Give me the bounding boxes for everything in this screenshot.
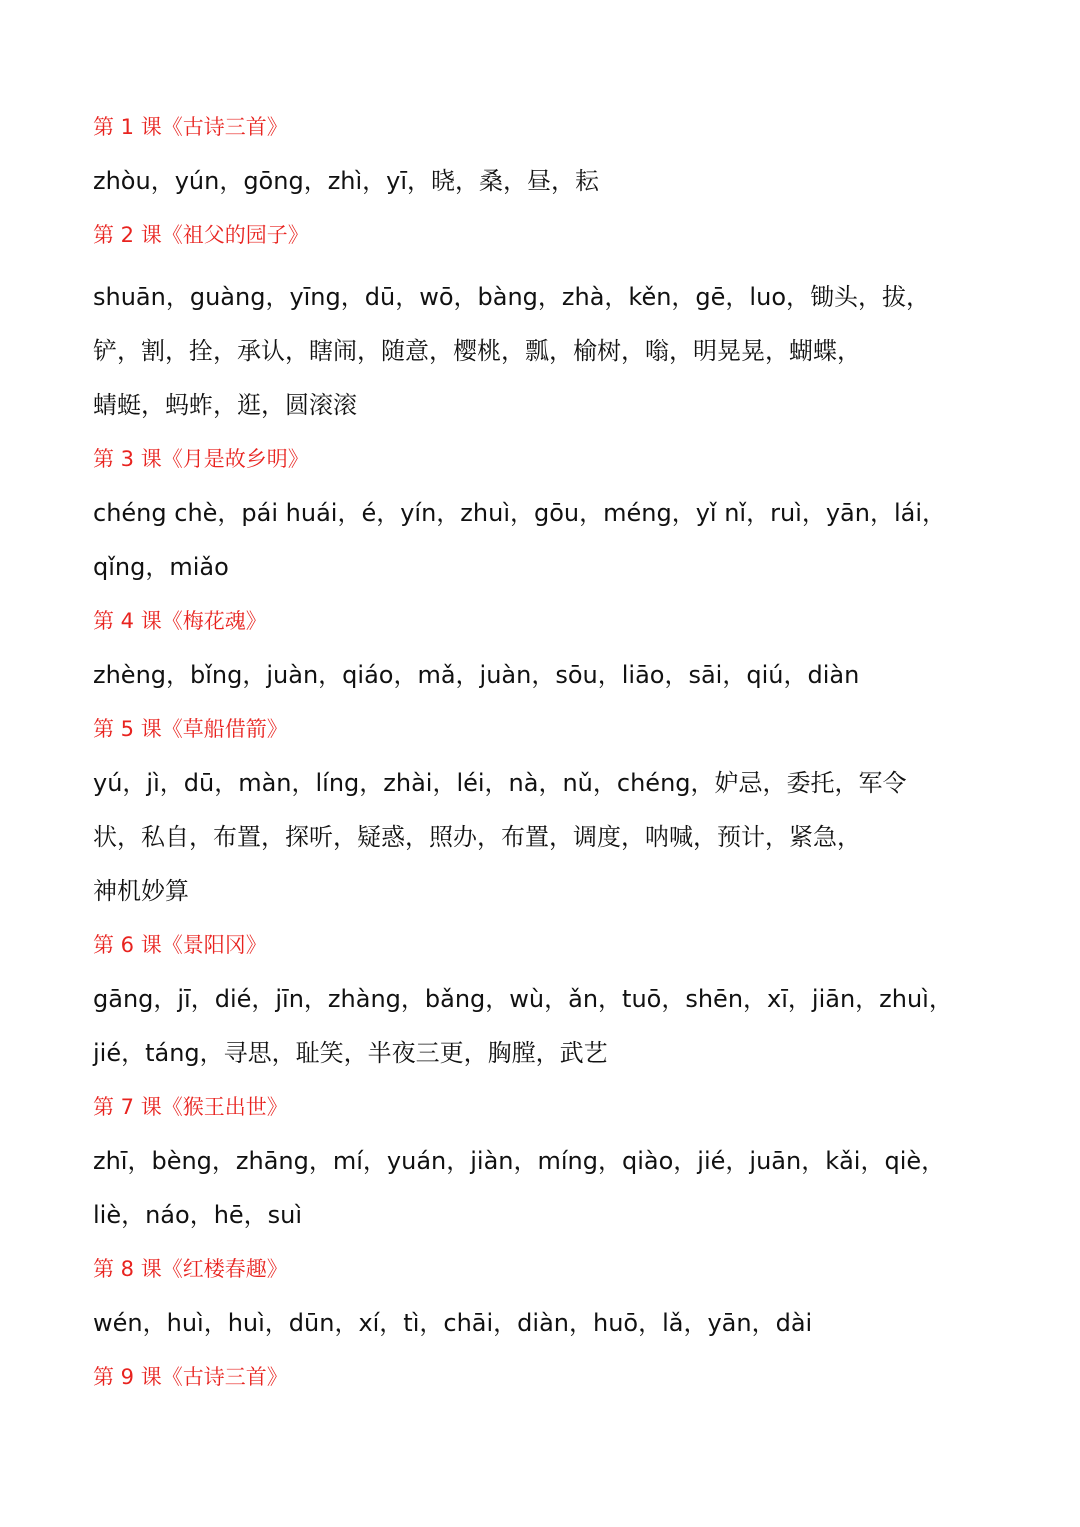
lesson-content [93, 486, 946, 594]
content-line: wén，huì，huì，dūn，xí，tì，chāi，diàn，huō，lǎ，yān，dài [93, 1309, 813, 1337]
lesson-title: 第 5 课《草船借箭》 [93, 717, 288, 741]
lesson-title: 第 9 课《古诗三首》 [93, 1365, 288, 1389]
document-page [93, 100, 953, 1404]
content-line: yú，jì，dū，màn，líng，zhài，léi，nà，nǔ，chéng，妒忌，委托，军令 [93, 769, 907, 797]
content-line: zhòu，yún，gōng，zhì，yī，晓，桑，昼，耘 [93, 167, 600, 195]
lesson-title: 第 4 课《梅花魂》 [93, 609, 267, 633]
lesson-content [93, 154, 933, 208]
content-line: zhèng，bǐng，juàn，qiáo，mǎ，juàn，sōu，liāo，sāi，qiú，diàn [93, 661, 860, 689]
lesson-9 [93, 1350, 933, 1404]
lesson-5 [93, 702, 933, 918]
content-line: jié，táng，寻思，耻笑，半夜三更，胸膛，武艺 [93, 1039, 608, 1067]
lesson-content [93, 1296, 933, 1350]
lesson-title: 第 8 课《红楼春趣》 [93, 1257, 288, 1281]
lesson-content [93, 972, 953, 1080]
lesson-content [93, 1134, 946, 1242]
lesson-content [93, 756, 933, 918]
lesson-title: 第 7 课《猴王出世》 [93, 1095, 288, 1119]
content-line: gāng，jī，dié，jīn，zhàng，bǎng，wù，ǎn，tuō，shēn，xī，jiān，zhuì， [93, 985, 953, 1013]
lesson-1 [93, 100, 933, 208]
lesson-3 [93, 432, 946, 594]
lesson-content [93, 270, 933, 432]
lesson-6 [93, 918, 953, 1080]
lesson-2 [93, 208, 933, 432]
lesson-title: 第 3 课《月是故乡明》 [93, 447, 309, 471]
content-line: 蜻蜓，蚂蚱，逛，圆滚滚 [93, 391, 357, 419]
lesson-7 [93, 1080, 946, 1242]
content-line: zhī，bèng，zhāng，mí，yuán，jiàn，míng，qiào，jié，juān，kǎi，qiè， [93, 1147, 946, 1175]
content-line: qǐng，miǎo [93, 553, 229, 581]
lesson-title: 第 6 课《景阳冈》 [93, 933, 267, 957]
content-line: 状，私自，布置，探听，疑惑，照办，布置，调度，呐喊，预计，紧急， [93, 823, 861, 851]
lesson-title: 第 2 课《祖父的园子》 [93, 223, 309, 247]
content-line: 神机妙算 [93, 877, 189, 905]
lesson-8 [93, 1242, 933, 1350]
lesson-title: 第 1 课《古诗三首》 [93, 115, 288, 139]
lesson-4 [93, 594, 933, 702]
lesson-content [93, 648, 933, 702]
content-line: liè，náo，hē，suì [93, 1201, 303, 1229]
content-line: 铲，割，拴，承认，瞎闹，随意，樱桃，瓢，榆树，嗡，明晃晃，蝴蝶， [93, 337, 861, 365]
content-line: chéng chè，pái huái，é，yín，zhuì，gōu，méng，yǐ nǐ，ruì，yān，lái， [93, 499, 946, 527]
content-line: shuān，guàng，yīng，dū，wō，bàng，zhà，kěn，gē，luo，锄头，拔， [93, 283, 930, 311]
